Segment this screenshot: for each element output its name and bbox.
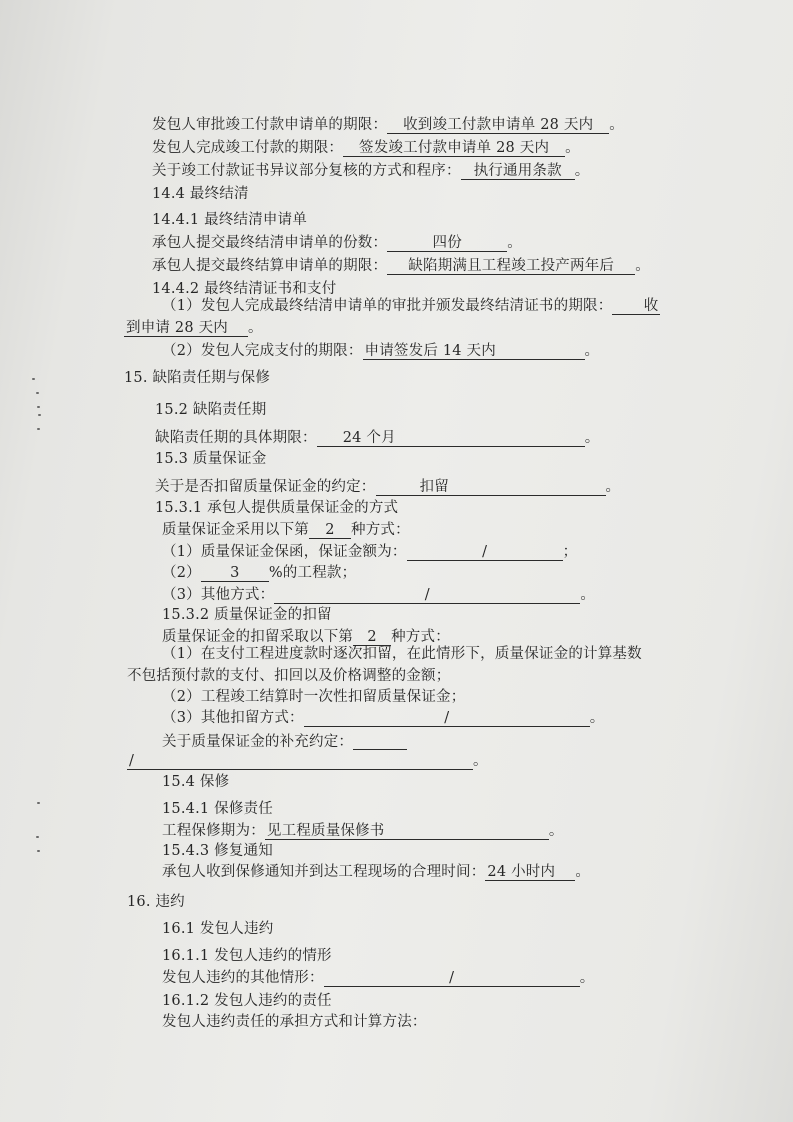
contract-line: / 。 [129,753,488,769]
contract-line: （2）发包人完成支付的期限： 申请签发后 14 天内 。 [162,343,600,359]
blank-line [353,733,407,750]
filled-blank: 2 [309,522,351,539]
contract-line: （3）其他扣留方式： / 。 [162,710,605,726]
filled-blank: / [127,753,473,770]
contract-line: 发包人违约的其他情形： / 。 [162,970,595,986]
scan-mark [36,392,39,394]
section-heading: 15.3 质量保证金 [155,451,267,467]
scan-mark [38,414,41,416]
scan-mark [37,428,40,430]
filled-blank: 扣留 [376,479,606,496]
scan-mark [36,836,39,838]
filled-blank: 收到竣工付款申请单 28 天内 [387,117,609,134]
section-heading: 16.1.2 发包人违约的责任 [162,993,332,1009]
section-heading: 14.4 最终结清 [152,186,249,202]
contract-line: 承包人提交最终结算申请单的期限： 缺陷期满且工程竣工投产两年后 。 [152,258,650,274]
chapter-heading: 15. 缺陷责任期与保修 [124,370,271,386]
filled-blank: 24 个月 [317,430,585,447]
contract-line: 工程保修期为： 见工程质量保修书 。 [162,823,564,839]
contract-line: 质量保证金采用以下第 2 种方式： [162,522,410,538]
filled-blank: / [407,544,563,561]
section-heading: 16.1.1 发包人违约的情形 [162,948,332,964]
contract-line: 到申请 28 天内 。 [126,320,263,336]
section-heading: 15.4.1 保修责任 [162,801,273,817]
section-heading: 15.3.1 承包人提供质量保证金的方式 [155,500,399,516]
contract-line: 质量保证金的扣留采取以下第 2 种方式： [162,629,450,645]
filled-blank: 执行通用条款 [461,163,575,180]
contract-line: 承包人收到保修通知并到达工程现场的合理时间： 24 小时内 。 [162,864,591,880]
contract-line: 发包人违约责任的承担方式和计算方法： [162,1014,427,1030]
contract-line: 关于竣工付款证书异议部分复核的方式和程序： 执行通用条款 。 [152,163,590,179]
scan-mark [37,802,40,804]
contract-line: （3）其他方式： / 。 [162,587,596,603]
contract-line: （1）在支付工程进度款时逐次扣留，在此情形下，质量保证金的计算基数 [162,646,642,662]
contract-line: 关于质量保证金的补充约定： [162,733,407,751]
section-heading: 15.3.2 质量保证金的扣留 [162,607,332,623]
contract-line: 不包括预付款的支付、扣回以及价格调整的金额； [127,668,451,684]
contract-line: （1）发包人完成最终结清申请单的审批并颁发最终结清证书的期限： 收 [162,298,659,314]
contract-line: （2） 3 %的工程款； [162,565,357,581]
contract-line: 发包人审批竣工付款申请单的期限： 收到竣工付款申请单 28 天内 。 [152,117,624,133]
contract-line: 关于是否扣留质量保证金的约定： 扣留 。 [155,479,621,495]
scan-mark [32,378,35,380]
chapter-heading: 16. 违约 [127,894,185,910]
filled-blank: 签发竣工付款申请单 28 天内 [343,140,565,157]
section-heading: 14.4.2 最终结清证书和支付 [152,281,337,297]
filled-blank: / [324,970,580,987]
section-heading: 15.4.3 修复通知 [162,843,273,859]
section-heading: 15.4 保修 [162,774,230,790]
filled-blank: 到申请 28 天内 [124,320,248,337]
section-heading: 15.2 缺陷责任期 [155,402,267,418]
filled-blank: / [274,587,580,604]
filled-blank: 2 [353,629,391,646]
scan-mark [37,850,40,852]
section-heading: 16.1 发包人违约 [162,921,274,937]
contract-line: （1）质量保证金保函，保证金额为： / ； [162,544,578,560]
filled-blank: 四份 [387,235,507,252]
filled-blank: / [304,710,590,727]
scan-mark [37,406,40,408]
contract-line: 承包人提交最终结清申请单的份数： 四份 。 [152,235,522,251]
contract-line: 缺陷责任期的具体期限： 24 个月 。 [155,430,600,446]
filled-blank: 申请签发后 14 天内 [363,343,585,360]
contract-line: 发包人完成竣工付款的期限： 签发竣工付款申请单 28 天内 。 [152,140,580,156]
contract-line: （2）工程竣工结算时一次性扣留质量保证金； [162,689,466,705]
filled-blank: 收 [612,298,660,315]
filled-blank: 见工程质量保修书 [265,823,549,840]
filled-blank: 缺陷期满且工程竣工投产两年后 [387,258,635,275]
filled-blank: 3 [201,565,269,582]
filled-blank: 24 小时内 [485,864,575,881]
section-heading: 14.4.1 最终结清申请单 [152,212,308,228]
